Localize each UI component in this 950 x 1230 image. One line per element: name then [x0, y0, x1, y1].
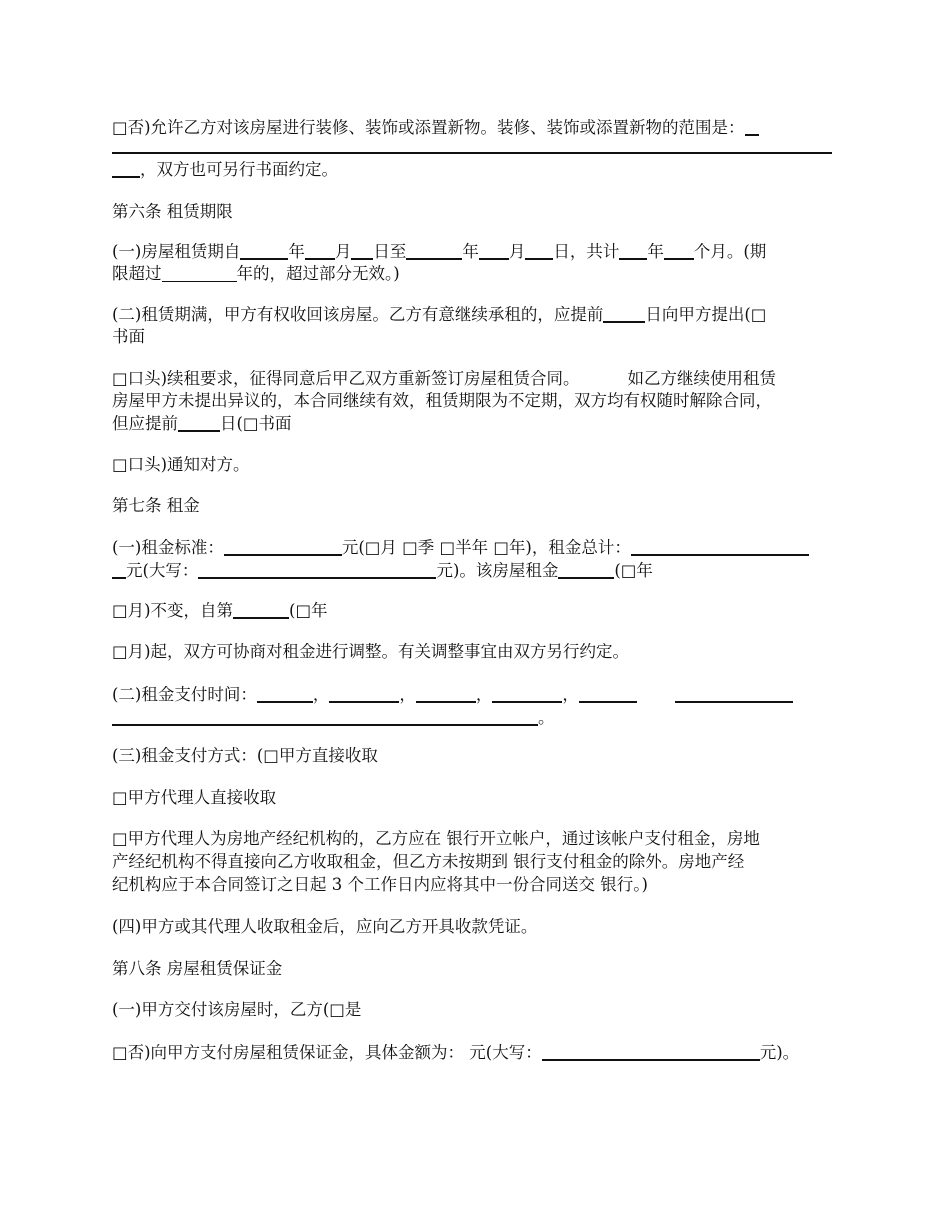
blank-field	[233, 599, 289, 619]
paragraph-deposit-amount: □否)向甲方支付房屋租赁保证金，具体金额为： 元(大写： 元)。	[112, 1043, 800, 1062]
blank-field	[542, 1041, 760, 1061]
paragraph-agency-cont: 产经纪机构不得直接向乙方收取租金，但乙方未按期到 银行支付租金的除外。房地产经	[112, 852, 745, 871]
blank-field	[664, 240, 694, 260]
paragraph-renovation: □否)允许乙方对该房屋进行装修、装饰或添置新物。装修、装饰或添置新物的范围是：	[112, 116, 759, 139]
blank-field	[525, 240, 553, 260]
blank-field	[406, 240, 462, 260]
paragraph-deposit: (一)甲方交付该房屋时，乙方(□是	[112, 1000, 362, 1019]
paragraph-payment-time-cont: 。	[112, 706, 555, 729]
paragraph-notify: □口头)通知对方。	[112, 455, 250, 474]
blank-field	[479, 240, 509, 260]
paragraph-lease-term-cont: 限超过 年的，超过部分无效。)	[112, 264, 400, 283]
blank-field	[492, 683, 562, 703]
paragraph-renovation-cont: ，双方也可另行书面约定。	[112, 158, 338, 181]
blank-field	[603, 303, 645, 323]
blank-field	[198, 559, 436, 579]
paragraph-renewal: (二)租赁期满，甲方有权收回该房屋。乙方有意继续承租的，应提前 日向甲方提出(□	[112, 305, 767, 324]
blank-field	[305, 240, 335, 260]
paragraph-agent-collect: □甲方代理人直接收取	[112, 788, 277, 807]
paragraph-rent-standard: (一)租金标准： 元(□月 □季 □半年 □年)，租金总计：	[112, 536, 809, 559]
blank-field	[631, 536, 809, 556]
blank-rule	[112, 152, 832, 154]
blank-field	[112, 559, 126, 579]
blank-field	[112, 158, 140, 178]
paragraph-rent-fixed: □月)不变，自第 (□年	[112, 601, 328, 620]
paragraph-receipt: (四)甲方或其代理人收取租金后，应向乙方开具收款凭证。	[112, 917, 538, 936]
blank-field	[619, 240, 647, 260]
blank-field	[675, 683, 793, 703]
paragraph-renewal-request-cont2: 但应提前 日(□书面	[112, 414, 292, 433]
blank-field	[745, 116, 759, 136]
blank-field	[224, 536, 342, 556]
blank-field	[579, 683, 637, 703]
article-8-title: 第八条 房屋租赁保证金	[112, 959, 283, 978]
paragraph-payment-method: (三)租金支付方式：(□甲方直接收取	[112, 746, 378, 765]
blank-field	[416, 683, 476, 703]
paragraph-agency-cont2: 纪机构应于本合同签订之日起 3 个工作日内应将其中一份合同送交 银行。)	[112, 875, 648, 894]
paragraph-renewal-request-cont: 房屋甲方未提出异议的，本合同继续有效，租赁期限为不定期，双方均有权随时解除合同，	[112, 391, 772, 410]
paragraph-lease-term: (一)房屋租赁期自 年 月 日至 年 月 日，共计 年 个月。(期	[112, 242, 767, 261]
blank-field	[178, 412, 220, 432]
blank-field	[257, 683, 313, 703]
paragraph-rent-adjust: □月)起，双方可协商对租金进行调整。有关调整事宜由双方另行约定。	[112, 642, 630, 661]
paragraph-agency: □甲方代理人为房地产经纪机构的，乙方应在 银行开立帐户，通过该帐户支付租金，房地	[112, 829, 760, 848]
blank-field	[162, 264, 237, 282]
paragraph-renewal-cont: 书面	[112, 327, 145, 346]
blank-field	[329, 683, 399, 703]
paragraph-renewal-request: □口头)续租要求，征得同意后甲乙双方重新签订房屋租赁合同。 如乙方继续使用租赁	[112, 369, 777, 388]
blank-field	[351, 240, 373, 260]
blank-field	[240, 240, 288, 260]
blank-field	[558, 559, 614, 579]
blank-field	[112, 706, 538, 726]
article-6-title: 第六条 租赁期限	[112, 202, 233, 221]
paragraph-payment-time: (二)租金支付时间： ， ， ， ，	[112, 683, 793, 706]
article-7-title: 第七条 租金	[112, 496, 200, 515]
paragraph-rent-standard-cont: 元(大写： 元)。该房屋租金 (□年	[112, 559, 653, 582]
